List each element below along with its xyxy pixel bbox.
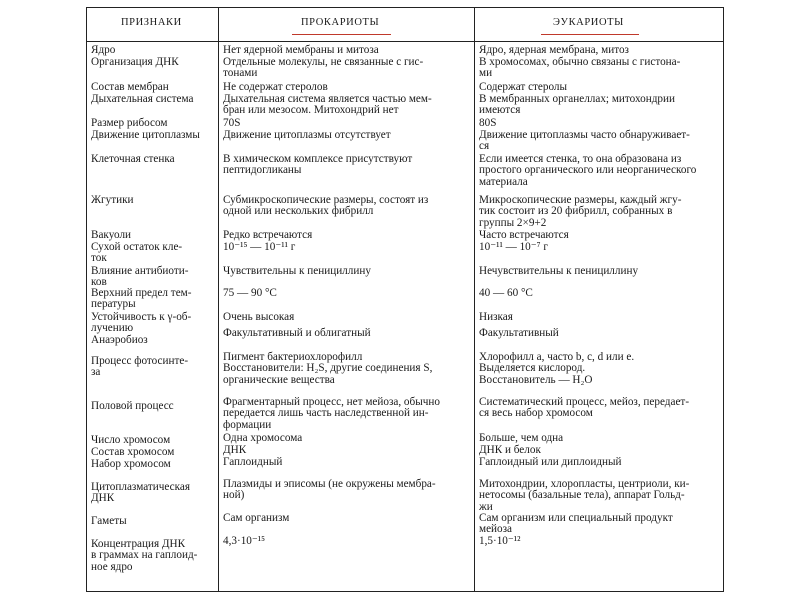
eukaryotes-underline: [541, 34, 639, 35]
prokaryotes-cell: Движение цитоплазмы отсутствует: [223, 129, 391, 141]
column-divider: [474, 8, 475, 591]
feature-cell: Половой процесс: [91, 400, 174, 412]
prokaryotes-cell: 70S: [223, 117, 241, 129]
prokaryotes-cell: Отдельные молекулы, не связанные с гис- тонами: [223, 56, 424, 80]
feature-cell: Процесс фотосинте- за: [91, 355, 189, 379]
eukaryotes-cell: Низкая: [479, 311, 513, 323]
feature-cell: Концентрация ДНК в граммах на гаплоид- ное ядро: [91, 538, 198, 573]
header-features: ПРИЗНАКИ: [121, 17, 182, 28]
prokaryotes-cell: Очень высокая: [223, 311, 295, 323]
header-eukaryotes: ЭУКАРИОТЫ: [553, 17, 624, 28]
feature-cell: Набор хромосом: [91, 458, 171, 470]
feature-cell: Вакуоли: [91, 229, 132, 241]
feature-cell: Состав хромосом: [91, 446, 175, 458]
feature-cell: Организация ДНК: [91, 56, 179, 68]
prokaryotes-cell: Фрагментарный процесс, нет мейоза, обычно передается лишь часть наследственной ин- формации: [223, 396, 440, 431]
feature-cell: Состав мембран: [91, 81, 169, 93]
eukaryotes-cell: Ядро, ядерная мембрана, митоз: [479, 44, 629, 56]
prokaryotes-cell: 4,3·10⁻¹⁵: [223, 535, 266, 547]
prokaryotes-cell: Пигмент бактериохлорофилл Восстановители: H₂S, другие соединения S, органические вещества: [223, 351, 433, 386]
prokaryotes-cell: Факультативный и облигатный: [223, 327, 371, 339]
eukaryotes-cell: 1,5·10⁻¹²: [479, 535, 521, 547]
eukaryotes-cell: ДНК и белок: [479, 444, 541, 456]
eukaryotes-cell: Сам организм или специальный продукт мейоза: [479, 512, 673, 536]
prokaryotes-cell: 10⁻¹⁵ — 10⁻¹¹ г: [223, 241, 296, 253]
eukaryotes-cell: 10⁻¹¹ — 10⁻⁷ г: [479, 241, 548, 253]
feature-cell: Ядро: [91, 44, 116, 56]
prokaryotes-cell: Сам организм: [223, 512, 290, 524]
eukaryotes-cell: Движение цитоплазмы часто обнаруживает- ся: [479, 129, 690, 153]
feature-cell: Размер рибосом: [91, 117, 168, 129]
feature-cell: Число хромосом: [91, 434, 171, 446]
prokaryotes-cell: Не содержат стеролов: [223, 81, 328, 93]
eukaryotes-cell: Микроскопические размеры, каждый жгу- тик состоит из 20 фибрилл, собранных в группы 2×9+2: [479, 194, 682, 229]
eukaryotes-cell: Хлорофилл a, часто b, c, d или e. Выделяется кислород. Восстановитель — H₂O: [479, 351, 635, 386]
eukaryotes-cell: Содержат стеролы: [479, 81, 568, 93]
eukaryotes-cell: Систематический процесс, мейоз, передает- ся весь набор хромосом: [479, 396, 690, 420]
feature-cell: Цитоплазматическая ДНК: [91, 481, 190, 505]
feature-cell: Верхний предел тем- пературы: [91, 287, 192, 311]
prokaryotes-underline: [292, 34, 391, 35]
feature-cell: Дыхательная система: [91, 93, 194, 105]
comparison-table: [86, 7, 724, 592]
eukaryotes-cell: В мембранных органеллах; митохондрии имеются: [479, 93, 675, 117]
header-prokaryotes: ПРОКАРИОТЫ: [301, 17, 380, 28]
prokaryotes-cell: В химическом комплексе присутствуют пептидогликаны: [223, 153, 413, 177]
prokaryotes-cell: 75 — 90 °С: [223, 287, 277, 299]
feature-cell: Устойчивость к γ-об- лучению: [91, 311, 192, 335]
prokaryotes-cell: Плазмиды и эписомы (не окружены мембра- ной): [223, 478, 436, 502]
eukaryotes-cell: Факультативный: [479, 327, 559, 339]
eukaryotes-cell: 80S: [479, 117, 497, 129]
eukaryotes-cell: Нечувствительны к пенициллину: [479, 265, 639, 277]
eukaryotes-cell: В хромосомах, обычно связаны с гистона- ми: [479, 56, 681, 80]
prokaryotes-cell: Дыхательная система является частью мем- бран или мезосом. Митохондрий нет: [223, 93, 432, 117]
column-divider: [218, 8, 219, 591]
feature-cell: Анаэробиоз: [91, 334, 148, 346]
feature-cell: Жгутики: [91, 194, 134, 206]
feature-cell: Движение цитоплазмы: [91, 129, 200, 141]
prokaryotes-cell: Нет ядерной мембраны и митоза: [223, 44, 379, 56]
eukaryotes-cell: 40 — 60 °С: [479, 287, 533, 299]
prokaryotes-cell: ДНК: [223, 444, 247, 456]
feature-cell: Сухой остаток кле- ток: [91, 241, 183, 265]
eukaryotes-cell: Митохондрии, хлоропласты, центриоли, ки- нетосомы (базальные тела), аппарат Гольд- жи: [479, 478, 690, 513]
prokaryotes-cell: Редко встречаются: [223, 229, 313, 241]
prokaryotes-cell: Субмикроскопические размеры, состоят из одной или нескольких фибрилл: [223, 194, 429, 218]
eukaryotes-cell: Гаплоидный или диплоидный: [479, 456, 622, 468]
prokaryotes-cell: Чувствительны к пенициллину: [223, 265, 371, 277]
header-divider: [87, 41, 723, 42]
feature-cell: Клеточная стенка: [91, 153, 175, 165]
eukaryotes-cell: Больше, чем одна: [479, 432, 564, 444]
prokaryotes-cell: Гаплоидный: [223, 456, 283, 468]
feature-cell: Гаметы: [91, 515, 127, 527]
feature-cell: Влияние антибиоти- ков: [91, 265, 189, 289]
prokaryotes-cell: Одна хромосома: [223, 432, 303, 444]
eukaryotes-cell: Если имеется стенка, то она образована из простого органического или неорганического материала: [479, 153, 697, 188]
eukaryotes-cell: Часто встречаются: [479, 229, 569, 241]
